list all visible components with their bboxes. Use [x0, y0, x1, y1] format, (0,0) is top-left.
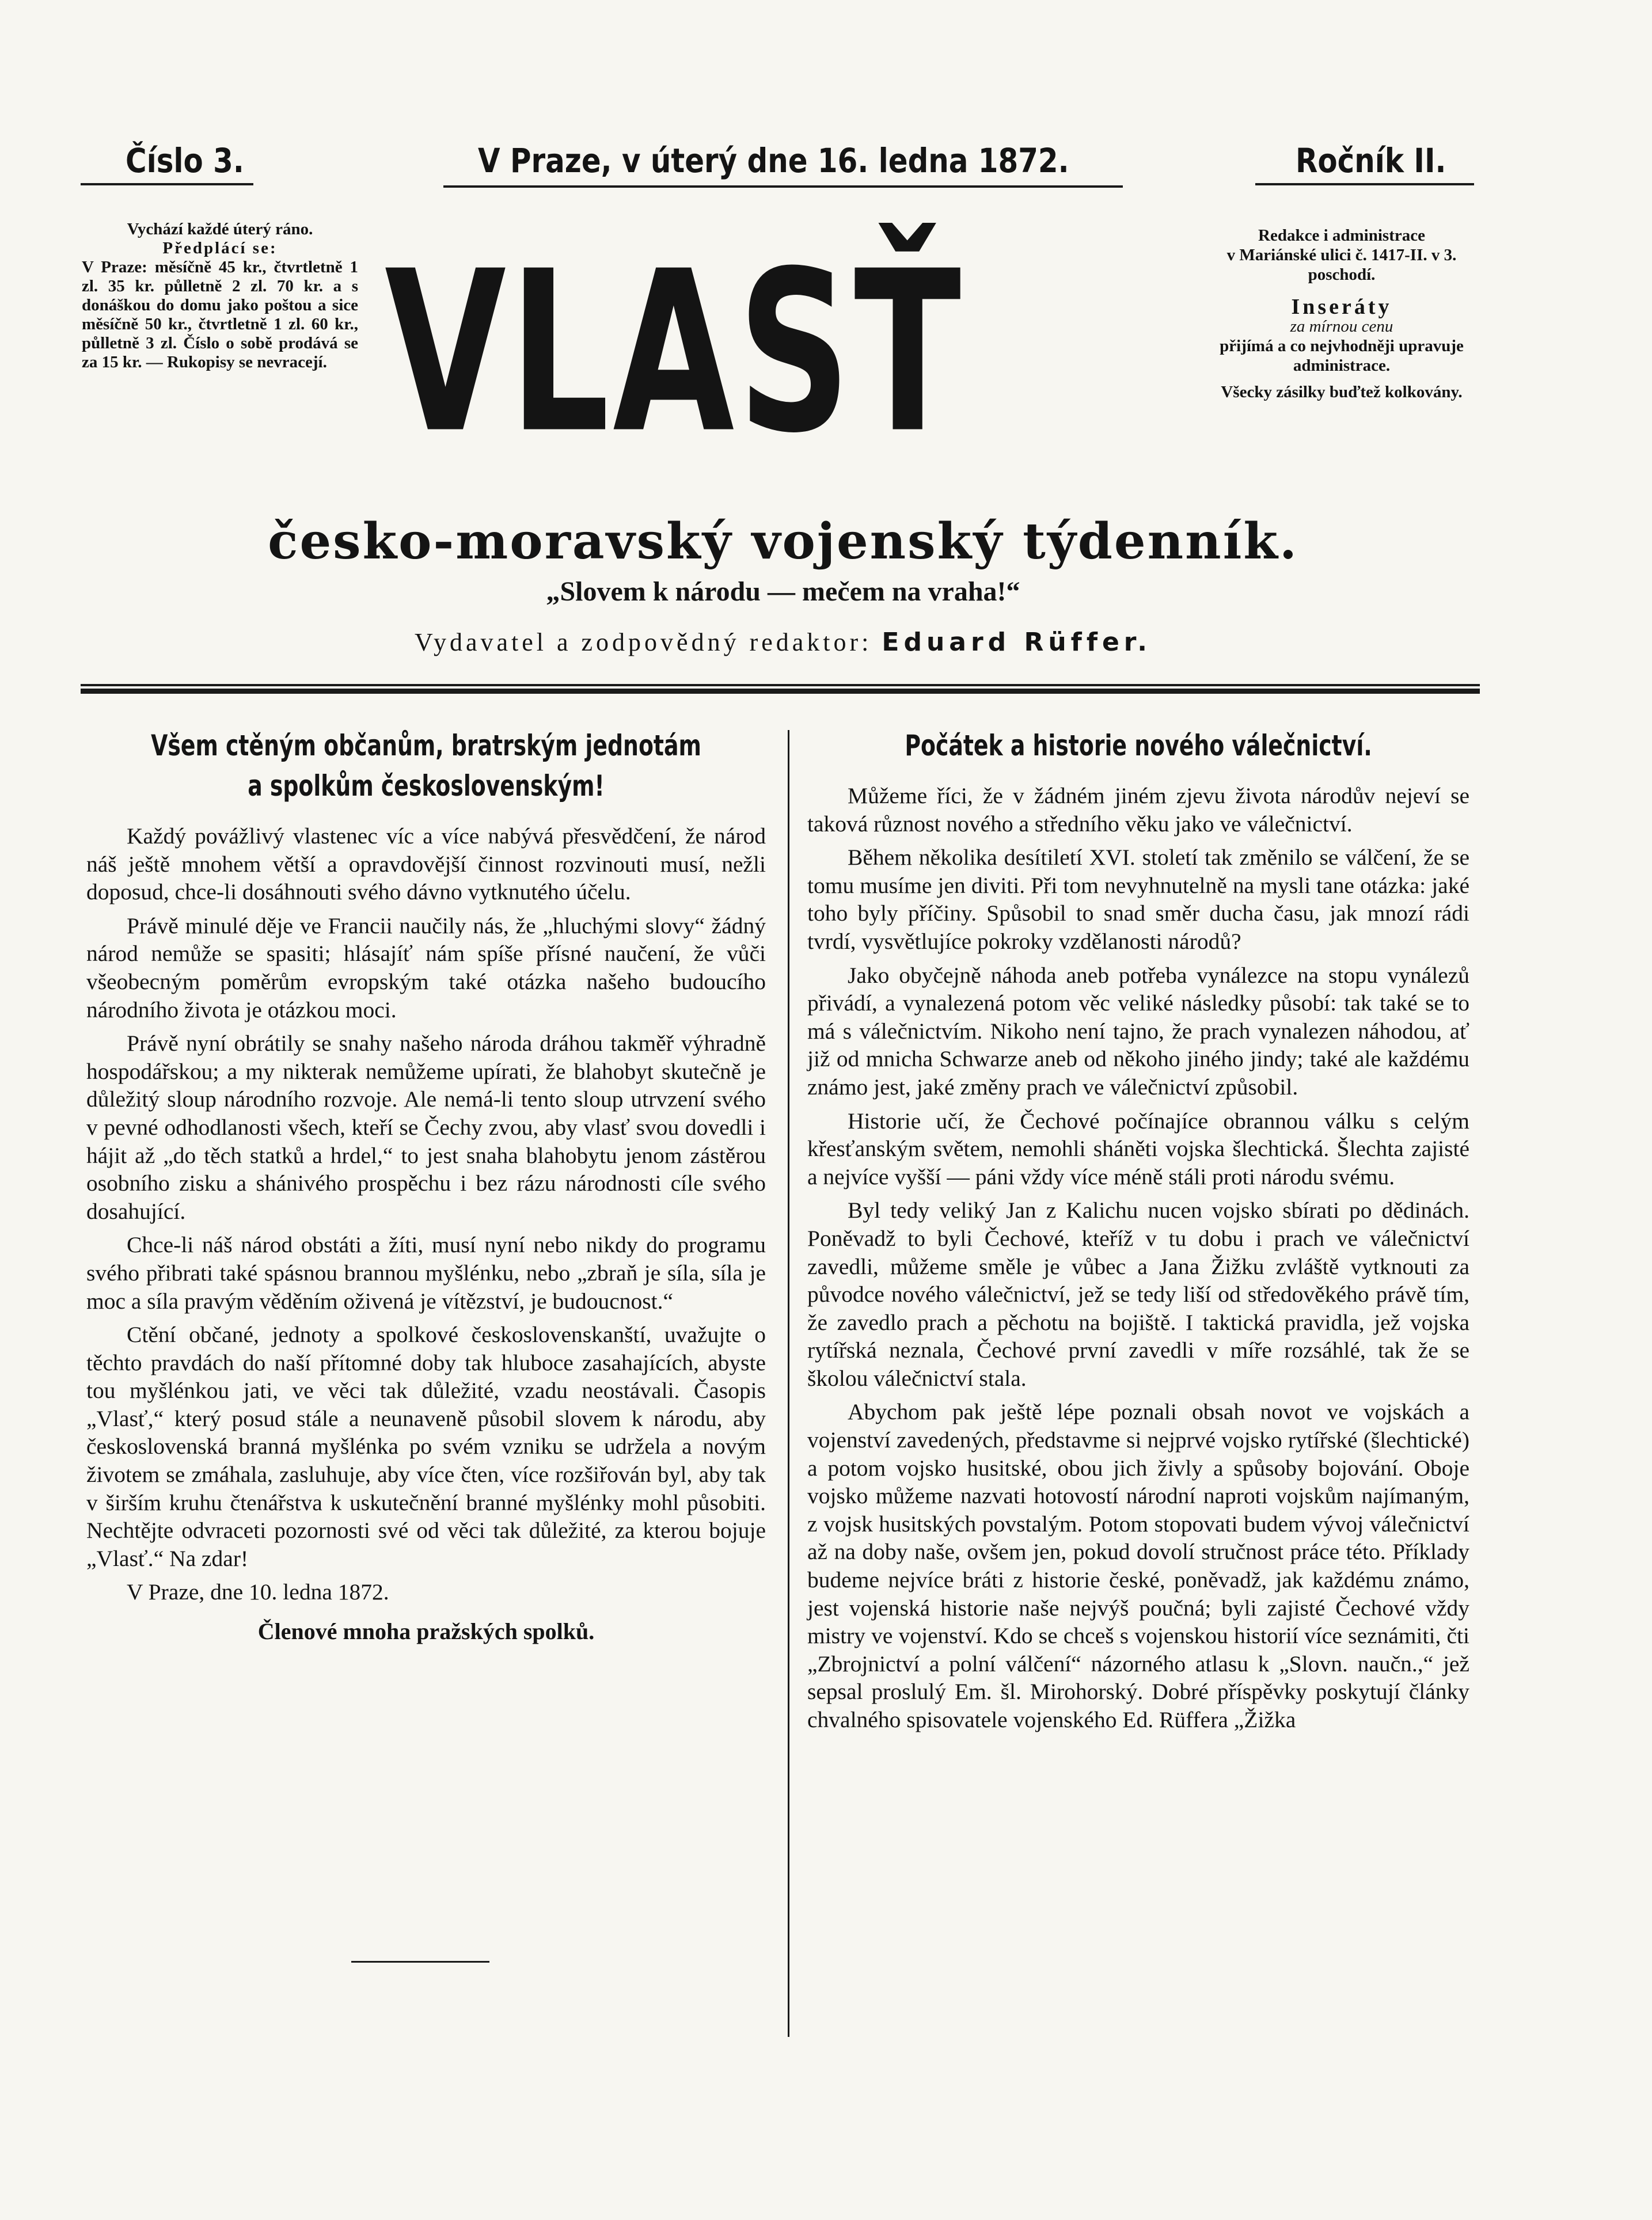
masthead-rule-center [443, 185, 1123, 188]
newspaper-title: VLASŤ [385, 223, 964, 482]
editorial-office-info [1198, 226, 1486, 402]
office-label: Redakce i administrace [1258, 226, 1425, 245]
paragraph: Právě minulé děje ve Francii naučily nás, že „hluchými slovy“ žádný národ nemůže se spasiti; hlásajíť nám spíše přísné naučení, že vůči všeobecným poměrům evropským také otázka našeho budoucího národního života je otázkou moci. [86, 913, 766, 1022]
subscription-info [82, 220, 358, 372]
ads-price: za mírnou cenu [1290, 317, 1393, 336]
paragraph: Abychom pak ještě lépe poznali obsah novot ve vojskách a vojenství zavedených, představme si nejprvé vojsko rytířské (šlechtické) a potom vojsko husitské, obou jich živly a spůsoby bojování. Oboje vojsko můžeme nazvati hotovostí národní naproti vojskům najímaným, z vojsk husitských povstalým. Potom stopovati budem vývoj válečnictví až na doby naše, ovšem jen, pokud dovolí stručnost práce této. Příklady budeme nejvíce bráti z historie české, poněvadž, jak každému známo, jest vojenská historie naše nejvýš poučná; byli zajisté Čechové vždy mistry ve vojenství. Kdo se chceš s vojenskou historií více seznámiti, čti „Zbrojnictví a polní válčení“ názorného atlasu k „Slovn. naučn.,“ jež sepsal proslulý Em. šl. Mirohorský. Dobré příspěvky poskytují články chvalného spisovatele vojenského Ed. Rüffera „Žižka [807, 1399, 1469, 1732]
article-history [807, 725, 1469, 1740]
article-history-body [807, 782, 1469, 1734]
signature: Členové mnoha pražských spolků. [257, 1618, 595, 1645]
publisher-name: Eduard Rüffer. [882, 628, 1152, 657]
paragraph: Ctění občané, jednoty a spolkové československanští, uvažujte o těchto pravdách do naší přítomné doby tak hluboce zasahajících, abyste tou myšlénkou jati, ve věci tak důležité, vzadu neostávali. Časopis „Vlasť,“ který posud stále a neunaveně působil slovem k národu, aby československá branná myšlénka po svém vzniku se udržela a novým životem se zmáhala, zasluhuje, aby více čten, více rozšiřován byl, aby tak v širším kruhu čtenářstva k uskutečnění branné myšlénky mohl působiti. Nechtějte odvraceti pozornosti své od věci tak důležité, za kterou bojuje „Vlasť.“ Na zdar! [86, 1322, 766, 1571]
article-appeal-body [86, 822, 766, 1646]
masthead-rule-right [1255, 183, 1474, 185]
paragraph: Právě nyní obrátily se snahy našeho národa dráhou takměř výhradně hospodářskou; a my nikterak nemůžeme upírati, že blahobyt skutečně je důležitý sloup národního rozvoje. Ale nemá-li tento sloup utrvzení svého v pevné odhodlanosti všech, kteří se Čechy zvou, aby vlasť svou dovedli i hájit až „do těch statků a hrdel,“ to jest snaha blahobytu jenom zástěrou osobního zisku a shánivého prospěchu i bez rázu národnosti cíle svého dosahující. [86, 1031, 766, 1224]
subscription-prices: V Praze: měsíčně 45 kr., čtvrtletně 1 zl. 35 kr. půlletně 2 zl. 70 kr. a s donáškou do domu jako poštou a sice měsíčně 50 kr., čtvrtletně 1 zl. 60 kr., půlletně 3 zl. Číslo o sobě prodává se za 15 kr. — Rukopisy se nevracejí. [82, 258, 358, 371]
subscription-heading: Předplácí se: [162, 239, 278, 257]
masthead-rule-left [81, 183, 253, 185]
publisher-label: Vydavatel a zodpovědný redaktor: [415, 628, 872, 656]
paragraph: Můžeme říci, že v žádném jiném zjevu života národův nejeví se taková různost nového a středního věku jako ve válečnictví. [807, 783, 1469, 837]
header-rule-top [81, 684, 1480, 686]
shipments-note: Všecky zásilky buďtež kolkovány. [1221, 383, 1463, 401]
publisher-line [173, 628, 1393, 657]
dateline: V Praze, dne 10. ledna 1872. [127, 1579, 389, 1605]
paragraph: Historie učí, že Čechové počínajíce obrannou válku s celým křesťanským světem, nemohli sháněti vojska šlechtická. Šlechta zajisté a nejvíce vyšší — páni vždy více méně stáli proti národu svému. [807, 1108, 1469, 1189]
column-divider [788, 730, 789, 2037]
article-history-heading: Počátek a historie nového válečnictví. [905, 729, 1372, 762]
issue-number: Číslo 3. [126, 141, 244, 180]
paragraph: Chce-li náš národ obstáti a žíti, musí nyní nebo nikdy do programu svého přibrati také spásnou brannou myšlénku, nebo „zbraň je síla, síla je moc a síla pravým věděním oživená je vítězství, je budoucnost.“ [86, 1232, 766, 1314]
paragraph: Jako obyčejně náhoda aneb potřeba vynálezce na stopu vynálezů přivádí, a vynalezená potom věc veliké následky působí: tak také se to má s válečnictvím. Nikoho není tajno, že prach vynalezen náhodou, ať již od mnicha Schwarze aneb od někoho jiného jindy; také ale každému známo jest, jaké změny prach ve válečnictví způsobil. [807, 962, 1469, 1100]
volume-number: Ročník II. [1296, 141, 1446, 180]
paragraph: Každý povážlivý vlastenec víc a více nabývá přesvědčení, že národ náš ještě mnohem větší a opravdovější činnost rozvinouti musí, nežli doposud, chce-li dosáhnouti svého dávno vytknutého účelu. [86, 823, 766, 905]
ads-heading: Inseráty [1291, 295, 1392, 319]
ads-text: přijímá a co nejvhodněji upravuje administrace. [1220, 337, 1464, 375]
article-end-rule [351, 1961, 489, 1963]
publication-schedule: Vychází každé úterý ráno. [127, 220, 313, 238]
newspaper-motto: „Slovem k národu — mečem na vraha!“ [546, 576, 1020, 607]
place-date: V Praze, v úterý dne 16. ledna 1872. [478, 141, 1069, 180]
header-rule-bottom [81, 689, 1480, 694]
article-appeal [86, 725, 766, 1646]
article-appeal-heading: Všem ctěným občanům, bratrským jednotám a spolkům československým! [151, 729, 701, 803]
newspaper-subtitle: česko-moravský vojenský týdenník. [268, 512, 1298, 571]
paragraph: Během několika desítiletí XVI. století tak změnilo se válčení, že se tomu musíme jen diviti. Při tom nevyhnutelně na mysli tane otázka: jaké toho byly příčiny. Spůsobil to snad směr ducha času, jak mnozí rádi tvrdí, vysvětlujíce pokroky vzdělanosti národů? [807, 845, 1469, 954]
office-address: v Mariánské ulici č. 1417-II. v 3. poschodí. [1226, 246, 1457, 284]
paragraph: Byl tedy veliký Jan z Kalichu nucen vojsko sbírati po dědinách. Poněvadž to byli Čechové, kteříž v tu dobu i prach ve válečnictví zavedli, můžeme směle je vůbec a Jana Žižku zvláště vytknouti za původce nového válečnictví, jež se tedy liší od středověkého právě tím, že zavedlo prach a pěchotu na bojiště. I taktická pravidla, jež vojska rytířská neznala, Čechové první zavedli v míře rozsáhlé, tak že se školou válečnictví stala. [807, 1198, 1469, 1391]
